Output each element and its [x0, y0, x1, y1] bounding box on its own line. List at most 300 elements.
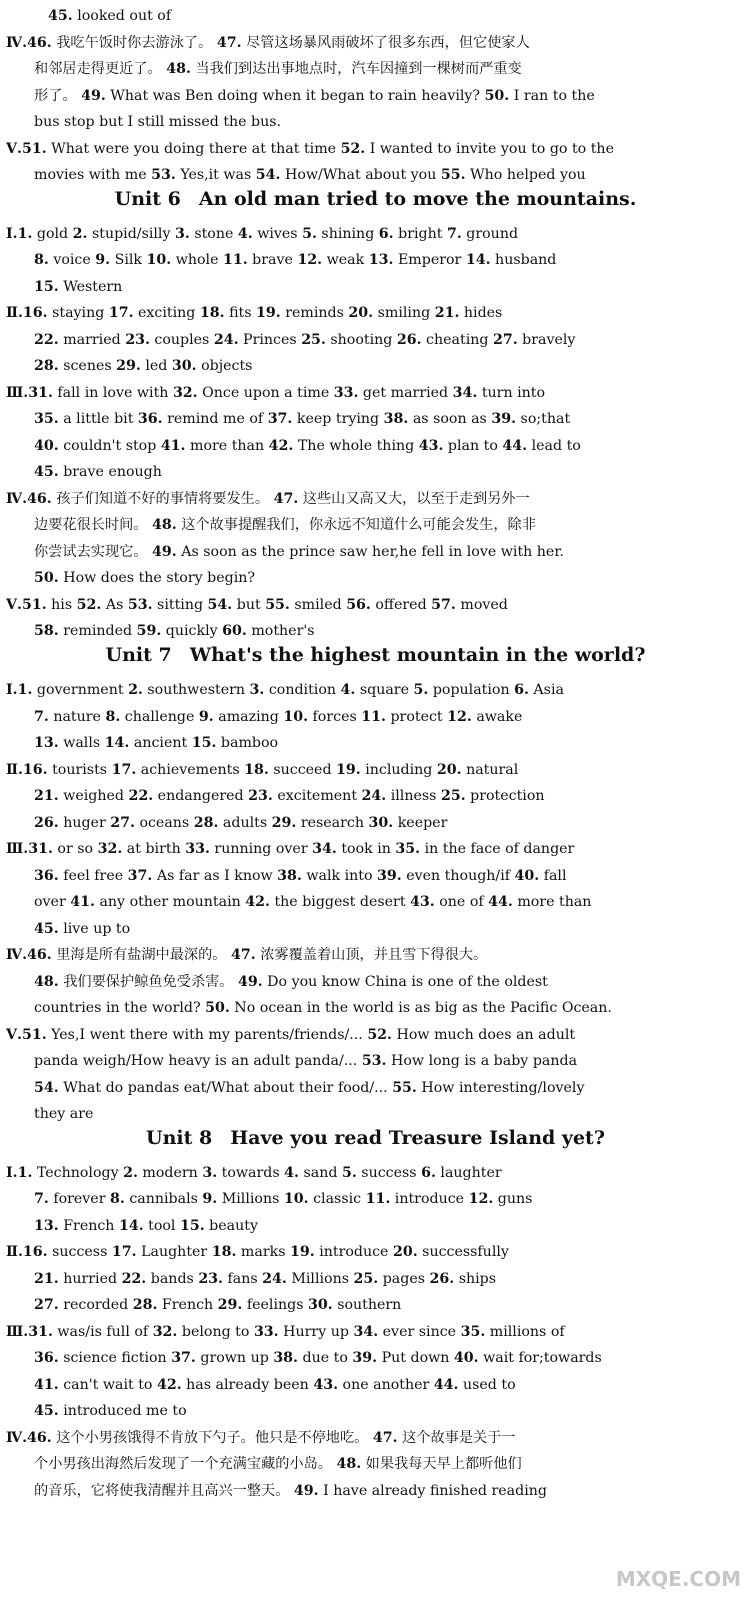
answer-text: brave enough [58, 464, 162, 480]
answer-text: lead to [527, 438, 581, 454]
answer-text: condition [264, 682, 341, 698]
item-number: 39. [377, 868, 402, 884]
answer-text: 这个小男孩饿得不肯放下勺子。他只是不停地吃。 [51, 1430, 373, 1446]
item-number: 4. [237, 226, 253, 242]
item-number: Ⅳ.46. [6, 1430, 52, 1446]
item-number: 10. [146, 252, 172, 268]
item-number: 9. [95, 252, 111, 268]
answer-line [6, 837, 743, 861]
answer-line [34, 1076, 743, 1100]
answer-text: moved [455, 597, 508, 613]
answer-text: I wanted to invite you to go to the [365, 141, 614, 157]
item-number: 24. [262, 1271, 287, 1287]
item-number: 52. [76, 597, 102, 613]
item-number: Ⅲ.31. [6, 385, 53, 401]
answer-line [6, 678, 743, 702]
answer-line [34, 619, 743, 643]
item-number: 56. [346, 597, 371, 613]
answer-text: success [47, 1244, 112, 1260]
answer-text: oceans [134, 815, 194, 831]
answer-text: science fiction [58, 1350, 172, 1366]
item-number: 9. [202, 1191, 218, 1207]
item-number: Ⅰ.1. [6, 682, 33, 698]
answer-text: couldn't stop [58, 438, 161, 454]
item-number: 30. [368, 815, 394, 831]
item-number: 41. [160, 438, 186, 454]
item-number: 25. [301, 332, 326, 348]
item-number: 49. [237, 974, 263, 990]
answer-line [34, 1102, 743, 1126]
item-number: 44. [502, 438, 528, 454]
item-number: 27. [492, 332, 518, 348]
item-number: 21. [34, 788, 59, 804]
answer-text: weighed [58, 788, 129, 804]
answer-text: scenes [58, 358, 117, 374]
answer-text: As [101, 597, 128, 613]
answer-text: 如果我每天早上都听他们 [361, 1456, 522, 1472]
unit-heading [0, 1124, 751, 1152]
answer-text: shining [316, 226, 379, 242]
item-number: 20. [436, 762, 462, 778]
answer-text: hurried [58, 1271, 122, 1287]
answer-text: cannibals [124, 1191, 203, 1207]
answer-text: What were you doing there at that time [46, 141, 341, 157]
answer-text: the biggest desert [269, 894, 411, 910]
answer-text: protect [385, 709, 448, 725]
item-number: 14. [465, 252, 491, 268]
answer-text: exciting [133, 305, 200, 321]
answer-line [6, 381, 743, 405]
answer-line [34, 434, 743, 458]
answer-line [6, 758, 743, 782]
answer-text: classic [308, 1191, 366, 1207]
answer-text: marks [236, 1244, 290, 1260]
answer-text: they are [34, 1106, 94, 1122]
answer-text: voice [48, 252, 96, 268]
item-number: 42. [245, 894, 270, 910]
answer-line [48, 4, 743, 28]
answer-line [34, 1452, 743, 1476]
item-number: 17. [111, 1244, 137, 1260]
answer-text: took in [336, 841, 396, 857]
answer-text: 浓雾覆盖着山顶，并且雪下得很大。 [255, 947, 488, 963]
answer-text: can't wait to [58, 1377, 157, 1393]
answer-text: but [232, 597, 266, 613]
item-number: 22. [34, 332, 59, 348]
answer-text: has already been [181, 1377, 314, 1393]
answer-text: Put down [377, 1350, 454, 1366]
item-number: 18. [244, 762, 269, 778]
answer-line [34, 460, 743, 484]
answer-text: reminded [58, 623, 137, 639]
answer-text: guns [493, 1191, 533, 1207]
answer-text: 和邻居走得更近了。 [34, 61, 167, 77]
answer-text: smiled [289, 597, 347, 613]
item-number: 41. [34, 1377, 59, 1393]
answer-text: live up to [58, 921, 131, 937]
answer-text: I have already finished reading [318, 1483, 547, 1499]
answer-text: running over [209, 841, 313, 857]
item-number: 3. [175, 226, 190, 242]
item-number: 39. [491, 411, 517, 427]
item-number: 60. [222, 623, 247, 639]
item-number: Ⅳ.46. [6, 947, 52, 963]
item-number: 33. [253, 1324, 279, 1340]
answer-line [34, 1293, 743, 1317]
item-number: 17. [108, 305, 134, 321]
answer-text: laughter [435, 1165, 502, 1181]
item-number: 45. [48, 8, 73, 24]
answer-text: countries in the world? [34, 1000, 206, 1016]
item-number: 28. [34, 358, 59, 374]
item-number: 13. [368, 252, 394, 268]
item-number: 17. [111, 762, 137, 778]
answer-text: remind me of [162, 411, 268, 427]
item-number: Ⅴ.51. [6, 597, 47, 613]
item-number: 50. [484, 88, 510, 104]
answer-line [6, 301, 743, 325]
item-number: 7. [34, 709, 49, 725]
item-number: 23. [198, 1271, 223, 1287]
item-number: 43. [418, 438, 444, 454]
answer-line [34, 1267, 743, 1291]
answer-line [34, 811, 743, 835]
item-number: 20. [392, 1244, 418, 1260]
answer-text: How interesting/lovely [416, 1080, 585, 1096]
answer-text: reminds [280, 305, 349, 321]
answer-text: looked out of [72, 8, 172, 24]
answer-text: his [46, 597, 77, 613]
answer-text: How does the story begin? [58, 570, 255, 586]
answer-text: stupid/silly [87, 226, 175, 242]
item-number: 55. [265, 597, 290, 613]
answer-line [34, 1214, 743, 1238]
item-number: 11. [361, 709, 386, 725]
item-number: 11. [365, 1191, 391, 1207]
answer-text: smiling [373, 305, 435, 321]
item-number: 4. [284, 1165, 299, 1181]
answer-line [6, 137, 743, 161]
item-number: Ⅰ.1. [6, 1165, 33, 1181]
answer-text: 的音乐，它将使我清醒并且高兴一整天。 [34, 1483, 294, 1499]
answer-text: 当我们到达出事地点时，汽车因撞到一棵树而严重变 [190, 61, 522, 77]
answer-text: 边要花很长时间。 [34, 517, 153, 533]
answer-text: introduce [390, 1191, 469, 1207]
answer-text: No ocean in the world is as big as the Pacific Ocean. [229, 1000, 612, 1016]
answer-text: amazing [213, 709, 284, 725]
item-number: 8. [110, 1191, 125, 1207]
answer-line [34, 996, 743, 1020]
answer-text: pages [378, 1271, 430, 1287]
watermark-text: MXQE.COM [615, 1567, 741, 1591]
answer-text: 这个故事是关于一 [397, 1430, 516, 1446]
answer-text: How much does an adult [392, 1027, 576, 1043]
answer-text: ever since [378, 1324, 461, 1340]
item-number: 32. [97, 841, 123, 857]
answer-text: 我吃午饭时你去游泳了。 [51, 35, 217, 51]
item-number: 24. [213, 332, 239, 348]
item-number: 10. [283, 1191, 309, 1207]
item-number: 5. [302, 226, 317, 242]
item-number: 47. [372, 1430, 398, 1446]
answer-text: one another [338, 1377, 434, 1393]
answer-text: gold [32, 226, 73, 242]
answer-text: couples [149, 332, 214, 348]
item-number: 3. [202, 1165, 218, 1181]
item-number: 10. [283, 709, 309, 725]
item-number: 47. [231, 947, 256, 963]
answer-line [34, 784, 743, 808]
answer-text: Princes [238, 332, 302, 348]
answer-text: Who helped you [465, 167, 586, 183]
item-number: 23. [248, 788, 273, 804]
answer-text: successfully [417, 1244, 509, 1260]
answer-text: What was Ben doing when it began to rain heavily? [105, 88, 485, 104]
answer-line [34, 275, 743, 299]
answer-text: tool [143, 1218, 180, 1234]
item-number: 43. [410, 894, 435, 910]
answer-line [34, 890, 743, 914]
answer-line [34, 864, 743, 888]
answer-text: Asia [528, 682, 564, 698]
answer-text: more than [185, 438, 269, 454]
answer-text: French [157, 1297, 218, 1313]
answer-text: 个小男孩出海然后发现了一个充满宝藏的小岛。 [34, 1456, 337, 1472]
answer-text: offered [370, 597, 432, 613]
item-number: 52. [340, 141, 366, 157]
answer-text: including [360, 762, 437, 778]
answer-line [6, 1240, 743, 1264]
answer-line [34, 354, 743, 378]
item-number: 30. [171, 358, 197, 374]
item-number: 38. [383, 411, 409, 427]
item-number: 55. [392, 1080, 417, 1096]
answer-text: plan to [443, 438, 503, 454]
item-number: 42. [268, 438, 294, 454]
answer-text: hides [459, 305, 503, 321]
item-number: 37. [127, 868, 153, 884]
item-number: 37. [171, 1350, 196, 1366]
answer-text: stone [189, 226, 238, 242]
item-number: 29. [271, 815, 297, 831]
answer-text: sitting [152, 597, 208, 613]
item-number: 57. [431, 597, 456, 613]
item-number: 28. [132, 1297, 158, 1313]
answer-text: a little bit [58, 411, 138, 427]
item-number: 40. [453, 1350, 479, 1366]
item-number: 35. [34, 411, 59, 427]
answer-text: so;that [516, 411, 571, 427]
item-number: 18. [199, 305, 225, 321]
answer-text: fall in love with [52, 385, 173, 401]
answer-text: natural [461, 762, 519, 778]
answer-text: sand [298, 1165, 342, 1181]
item-number: Ⅳ.46. [6, 491, 52, 507]
unit-number: Unit 7 [105, 644, 172, 666]
item-number: 36. [34, 868, 59, 884]
item-number: Ⅴ.51. [6, 1027, 47, 1043]
item-number: 22. [128, 788, 154, 804]
item-number: Ⅲ.31. [6, 1324, 53, 1340]
item-number: 5. [341, 1165, 357, 1181]
item-number: 48. [336, 1456, 362, 1472]
item-number: 43. [313, 1377, 339, 1393]
item-number: 25. [353, 1271, 379, 1287]
answer-text: or so [52, 841, 98, 857]
answer-text: ancient [129, 735, 192, 751]
item-number: Ⅱ.16. [6, 305, 48, 321]
item-number: 53. [127, 597, 153, 613]
answer-text: ground [461, 226, 519, 242]
answer-line [34, 513, 743, 537]
item-number: 5. [413, 682, 429, 698]
answer-text: beauty [204, 1218, 258, 1234]
item-number: 53. [361, 1053, 387, 1069]
item-number: 35. [460, 1324, 486, 1340]
answer-text: fits [224, 305, 257, 321]
item-number: 50. [34, 570, 59, 586]
item-number: 49. [152, 544, 177, 560]
answer-text: turn into [477, 385, 546, 401]
answer-text: due to [298, 1350, 353, 1366]
answer-line [34, 57, 743, 81]
item-number: 30. [308, 1297, 333, 1313]
answer-text: staying [47, 305, 109, 321]
answer-text: awake [471, 709, 523, 725]
item-number: 48. [152, 517, 177, 533]
answer-line [6, 1161, 743, 1185]
answer-line [34, 110, 743, 134]
answer-text: success [356, 1165, 422, 1181]
answer-line [6, 943, 743, 967]
item-number: 6. [514, 682, 529, 698]
answer-text: 这些山又高又大，以至于走到另外一 [298, 491, 530, 507]
item-number: 38. [277, 868, 302, 884]
answer-text: adults [218, 815, 272, 831]
item-number: 21. [434, 305, 460, 321]
item-number: 33. [333, 385, 359, 401]
answer-text: Millions [286, 1271, 354, 1287]
item-number: Ⅲ.31. [6, 841, 53, 857]
answer-text: walk into [301, 868, 378, 884]
answer-text: married [58, 332, 126, 348]
answer-line [34, 84, 743, 108]
answer-text: square [355, 682, 414, 698]
answer-text: forces [308, 709, 362, 725]
answer-line [34, 1479, 743, 1503]
answer-line [34, 917, 743, 941]
answer-text: 我们要保护鲸鱼免受杀害。 [58, 974, 238, 990]
item-number: 45. [34, 1403, 59, 1419]
item-number: 6. [378, 226, 394, 242]
item-number: 7. [446, 226, 462, 242]
item-number: 14. [118, 1218, 144, 1234]
item-number: 21. [34, 1271, 59, 1287]
item-number: 15. [179, 1218, 205, 1234]
answer-text: endangered [153, 788, 249, 804]
answer-text: introduce [314, 1244, 393, 1260]
item-number: 32. [172, 385, 198, 401]
item-number: 15. [34, 279, 59, 295]
item-number: 15. [191, 735, 217, 751]
answer-text: movies with me [34, 167, 152, 183]
answer-text: in the face of danger [420, 841, 575, 857]
answer-line [6, 1023, 743, 1047]
answer-line [6, 222, 743, 246]
item-number: 44. [488, 894, 513, 910]
answer-text: Western [58, 279, 123, 295]
item-number: 47. [216, 35, 242, 51]
answer-text: ships [454, 1271, 497, 1287]
answer-text: How/What about you [280, 167, 441, 183]
item-number: 8. [105, 709, 121, 725]
answer-text: objects [196, 358, 253, 374]
item-number: 20. [348, 305, 374, 321]
unit-title: yet? [555, 1127, 605, 1149]
answer-text: walls [58, 735, 105, 751]
answer-text: challenge [120, 709, 199, 725]
unit-title: An old man tried to move the mountains. [198, 188, 637, 210]
item-number: 54. [34, 1080, 59, 1096]
answer-text: feel free [58, 868, 128, 884]
answer-line [34, 248, 743, 272]
answer-text: French [58, 1218, 119, 1234]
item-number: 29. [116, 358, 141, 374]
item-number: 27. [110, 815, 135, 831]
answer-text: forever [48, 1191, 110, 1207]
item-number: 58. [34, 623, 59, 639]
item-number: 12. [297, 252, 323, 268]
answer-text: brave [247, 252, 298, 268]
item-number: 40. [34, 438, 59, 454]
answer-line [34, 970, 743, 994]
item-number: 54. [207, 597, 233, 613]
item-number: 2. [72, 226, 88, 242]
item-number: 12. [468, 1191, 494, 1207]
answer-text: I ran to the [509, 88, 595, 104]
item-number: 52. [367, 1027, 392, 1043]
item-number: 34. [312, 841, 337, 857]
unit-heading [0, 641, 751, 669]
item-number: Ⅱ.16. [6, 762, 48, 778]
answer-text: How long is a baby panda [386, 1053, 578, 1069]
unit-title: Have you read [230, 1127, 389, 1149]
answer-text: Yes,it was [175, 167, 256, 183]
answer-text: southern [332, 1297, 402, 1313]
answer-text: succeed [268, 762, 337, 778]
item-number: 42. [156, 1377, 182, 1393]
answer-line [34, 1399, 743, 1423]
answer-text: Technology [32, 1165, 124, 1181]
answer-text: government [32, 682, 129, 698]
item-number: Ⅴ.51. [6, 141, 47, 157]
answer-text: 里海是所有盐湖中最深的。 [51, 947, 232, 963]
answer-text: 尽管这场暴风雨破坏了很多东西，但它使家人 [241, 35, 530, 51]
answer-line [34, 1373, 743, 1397]
answer-text: quickly [161, 623, 223, 639]
answer-text: bravely [517, 332, 576, 348]
item-number: 54. [255, 167, 281, 183]
answer-text: belong to [177, 1324, 254, 1340]
item-number: 23. [125, 332, 150, 348]
item-number: 39. [352, 1350, 378, 1366]
answer-text: keep trying [292, 411, 384, 427]
item-number: 49. [293, 1483, 319, 1499]
answer-text: was/is full of [52, 1324, 153, 1340]
answer-text: nature [48, 709, 106, 725]
answer-text: one of [434, 894, 489, 910]
item-number: 32. [152, 1324, 178, 1340]
